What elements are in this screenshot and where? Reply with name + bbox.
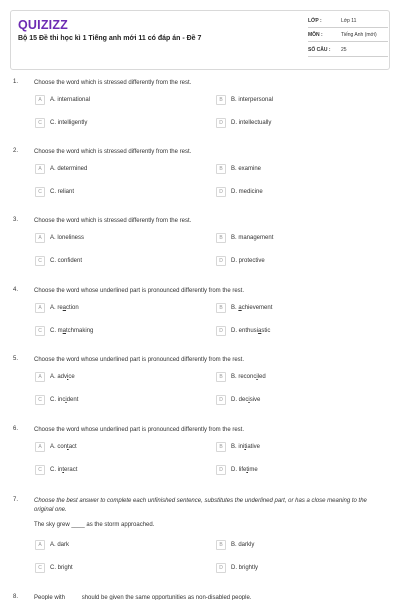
option-text-pre: B. ini <box>231 444 245 450</box>
answer-option[interactable] <box>35 326 93 336</box>
option-letter-box[interactable]: A <box>35 303 45 313</box>
option-underlined-part: t <box>244 444 247 450</box>
answer-option[interactable] <box>35 465 77 475</box>
meta-divider <box>308 41 388 42</box>
meta-value: Tiếng Anh (mới) <box>341 32 377 38</box>
option-text-pre: D. protective <box>231 258 265 264</box>
answer-option[interactable] <box>35 540 69 550</box>
worksheet-header <box>10 10 390 70</box>
question-text: People with ____ should be given the same opportunities as non-disabled people. <box>34 595 252 600</box>
option-letter-box[interactable]: B <box>216 442 226 452</box>
option-text <box>50 444 77 450</box>
option-text-post: chievement <box>241 305 273 311</box>
meta-label: SỐ CÂU : <box>308 47 331 53</box>
answer-option[interactable] <box>216 540 254 550</box>
option-text-post: stic <box>261 328 271 334</box>
option-text-pre: D. intellectually <box>231 120 272 126</box>
option-letter-box[interactable]: B <box>216 95 226 105</box>
option-text-pre: A. loneliness <box>50 235 85 241</box>
answer-option[interactable] <box>35 256 82 266</box>
option-letter-box[interactable]: C <box>35 465 45 475</box>
answer-option[interactable] <box>216 303 272 313</box>
answer-option[interactable] <box>216 395 260 405</box>
answer-option[interactable] <box>35 233 84 243</box>
option-text-post: led <box>257 374 266 380</box>
option-text-post: sive <box>249 397 261 403</box>
option-letter-box[interactable]: D <box>216 118 226 128</box>
option-letter-box[interactable]: A <box>35 372 45 382</box>
meta-count <box>308 47 388 53</box>
option-text <box>231 444 260 450</box>
option-text <box>231 328 270 334</box>
option-text <box>50 328 93 334</box>
answer-option[interactable] <box>35 303 79 313</box>
question-text: Choose the word which is stressed differently from the rest. <box>34 80 192 86</box>
option-text-pre: A. international <box>50 97 91 103</box>
option-text-pre: D. brightly <box>231 565 259 571</box>
option-underlined-part: i <box>248 397 250 403</box>
option-letter-box[interactable]: C <box>35 256 45 266</box>
option-text-post: ce <box>68 374 75 380</box>
option-letter-box[interactable]: A <box>35 95 45 105</box>
option-text <box>231 305 272 311</box>
answer-option[interactable] <box>216 164 261 174</box>
option-text <box>231 565 258 571</box>
question-stem: The sky grew ____ as the storm approached. <box>34 522 155 528</box>
answer-option[interactable] <box>35 118 87 128</box>
quizizz-logo: QUIZIZZ <box>18 18 69 32</box>
option-underlined-part: t <box>246 467 249 473</box>
question-text: Choose the word whose underlined part is pronounced differently from the rest. <box>34 288 245 294</box>
option-letter-box[interactable]: A <box>35 164 45 174</box>
option-text <box>231 397 260 403</box>
option-text-pre: C. m <box>50 328 63 334</box>
option-text-pre: A. determined <box>50 166 88 172</box>
option-letter-box[interactable]: A <box>35 540 45 550</box>
option-text <box>50 374 75 380</box>
option-text <box>231 120 271 126</box>
option-text <box>50 120 87 126</box>
option-letter-box[interactable]: C <box>35 187 45 197</box>
meta-class <box>308 18 388 24</box>
option-letter-box[interactable]: B <box>216 540 226 550</box>
option-text-pre: C. confident <box>50 258 83 264</box>
option-text-pre: B. reconc <box>231 374 257 380</box>
option-letter-box[interactable]: B <box>216 164 226 174</box>
question-number: 7. <box>13 497 19 503</box>
question-number: 1. <box>13 79 19 85</box>
option-text-pre: D. enthusi <box>231 328 259 334</box>
answer-option[interactable] <box>35 442 77 452</box>
option-letter-box[interactable]: C <box>35 326 45 336</box>
option-letter-box[interactable]: B <box>216 303 226 313</box>
option-underlined-part: i <box>65 397 67 403</box>
option-text-pre: B. darkly <box>231 542 255 548</box>
option-letter-box[interactable]: D <box>216 563 226 573</box>
answer-option[interactable] <box>35 372 75 382</box>
option-text <box>50 258 82 264</box>
question-number: 5. <box>13 356 19 362</box>
option-text <box>231 374 266 380</box>
option-text <box>231 166 261 172</box>
option-text-post: ction <box>66 305 79 311</box>
worksheet-title: Bộ 15 Đề thi học kì 1 Tiếng anh mới 11 có đáp án - Đề 7 <box>18 35 202 42</box>
question-text: Choose the word which is stressed differently from the rest. <box>34 218 192 224</box>
option-underlined-part: t <box>62 467 65 473</box>
option-text <box>231 97 273 103</box>
answer-option[interactable] <box>216 442 260 452</box>
answer-option[interactable] <box>216 118 271 128</box>
option-text-pre: C. bright <box>50 565 73 571</box>
option-text-pre: B. examine <box>231 166 262 172</box>
meta-value: Lớp 11 <box>341 18 357 24</box>
answer-option[interactable] <box>35 95 90 105</box>
option-text-pre: A. adv <box>50 374 68 380</box>
option-text-pre: D. dec <box>231 397 249 403</box>
option-underlined-part: a <box>62 305 67 311</box>
option-letter-box[interactable]: C <box>35 563 45 573</box>
option-letter-box[interactable]: B <box>216 372 226 382</box>
meta-subject <box>308 32 388 38</box>
question-text: Choose the word whose underlined part is pronounced differently from the rest. <box>34 427 245 433</box>
option-text-pre: A. re <box>50 305 63 311</box>
option-letter-box[interactable]: C <box>35 395 45 405</box>
answer-option[interactable] <box>216 326 270 336</box>
option-text-pre: A. con <box>50 444 68 450</box>
option-letter-box[interactable]: D <box>216 465 226 475</box>
answer-option[interactable] <box>35 563 73 573</box>
option-text <box>50 467 77 473</box>
answer-option[interactable] <box>216 95 273 105</box>
meta-divider <box>308 56 388 57</box>
option-text-pre: D. medicine <box>231 189 263 195</box>
option-underlined-part: i <box>256 374 258 380</box>
option-text-post: tchmaking <box>66 328 94 334</box>
question-number: 3. <box>13 217 19 223</box>
meta-label: MÔN : <box>308 32 323 38</box>
option-underlined-part: i <box>67 374 69 380</box>
option-text <box>50 305 79 311</box>
answer-option[interactable] <box>216 187 263 197</box>
option-text <box>50 166 87 172</box>
option-letter-box[interactable]: D <box>216 326 226 336</box>
option-text-pre: C. intelligently <box>50 120 88 126</box>
answer-option[interactable] <box>216 256 265 266</box>
question-text: Choose the best answer to complete each unfinished sentence, substitutes the underlined part, or has a close meaning to the original one. <box>34 498 367 513</box>
question-number: 6. <box>13 426 19 432</box>
option-text-pre: B. management <box>231 235 274 241</box>
option-text-post: eract <box>64 467 78 473</box>
option-text-post: act <box>68 444 77 450</box>
meta-label: LỚP : <box>308 18 322 24</box>
option-letter-box[interactable]: D <box>216 256 226 266</box>
option-text <box>231 189 263 195</box>
option-text <box>50 565 73 571</box>
option-underlined-part: a <box>238 305 242 311</box>
question-number: 8. <box>13 594 19 600</box>
meta-value: 25 <box>341 47 347 53</box>
option-text <box>50 542 69 548</box>
option-letter-box[interactable]: D <box>216 187 226 197</box>
option-letter-box[interactable]: D <box>216 395 226 405</box>
option-text-post: dent <box>66 397 79 403</box>
option-letter-box[interactable]: A <box>35 442 45 452</box>
meta-divider <box>308 27 388 28</box>
answer-option[interactable] <box>35 187 74 197</box>
option-underlined-part: a <box>62 328 67 334</box>
option-text-pre: B. <box>231 305 239 311</box>
option-text-pre: C. reliant <box>50 189 75 195</box>
option-text <box>50 397 78 403</box>
question-number: 2. <box>13 148 19 154</box>
answer-option[interactable] <box>216 563 258 573</box>
question-text: Choose the word which is stressed differently from the rest. <box>34 149 192 155</box>
question-number: 4. <box>13 287 19 293</box>
question-text: Choose the word whose underlined part is pronounced differently from the rest. <box>34 357 245 363</box>
option-text <box>231 467 258 473</box>
option-text-pre: A. dark <box>50 542 70 548</box>
option-text <box>231 235 273 241</box>
option-letter-box[interactable]: C <box>35 118 45 128</box>
answer-option[interactable] <box>216 233 273 243</box>
option-letter-box[interactable]: B <box>216 233 226 243</box>
answer-option[interactable] <box>35 395 78 405</box>
option-text <box>50 235 84 241</box>
option-text-post: ime <box>248 467 258 473</box>
option-text <box>50 189 74 195</box>
option-text <box>50 97 90 103</box>
option-underlined-part: t <box>67 444 69 450</box>
option-underlined-part: a <box>258 328 262 334</box>
option-text <box>231 258 265 264</box>
answer-option[interactable] <box>35 164 87 174</box>
option-text-pre: C. in <box>50 467 63 473</box>
option-text-post: iative <box>246 444 261 450</box>
option-text <box>231 542 254 548</box>
option-letter-box[interactable]: A <box>35 233 45 243</box>
option-text-pre: B. interpersonal <box>231 97 274 103</box>
answer-option[interactable] <box>216 465 258 475</box>
option-text-pre: C. inc <box>50 397 66 403</box>
option-text-pre: D. life <box>231 467 247 473</box>
answer-option[interactable] <box>216 372 266 382</box>
